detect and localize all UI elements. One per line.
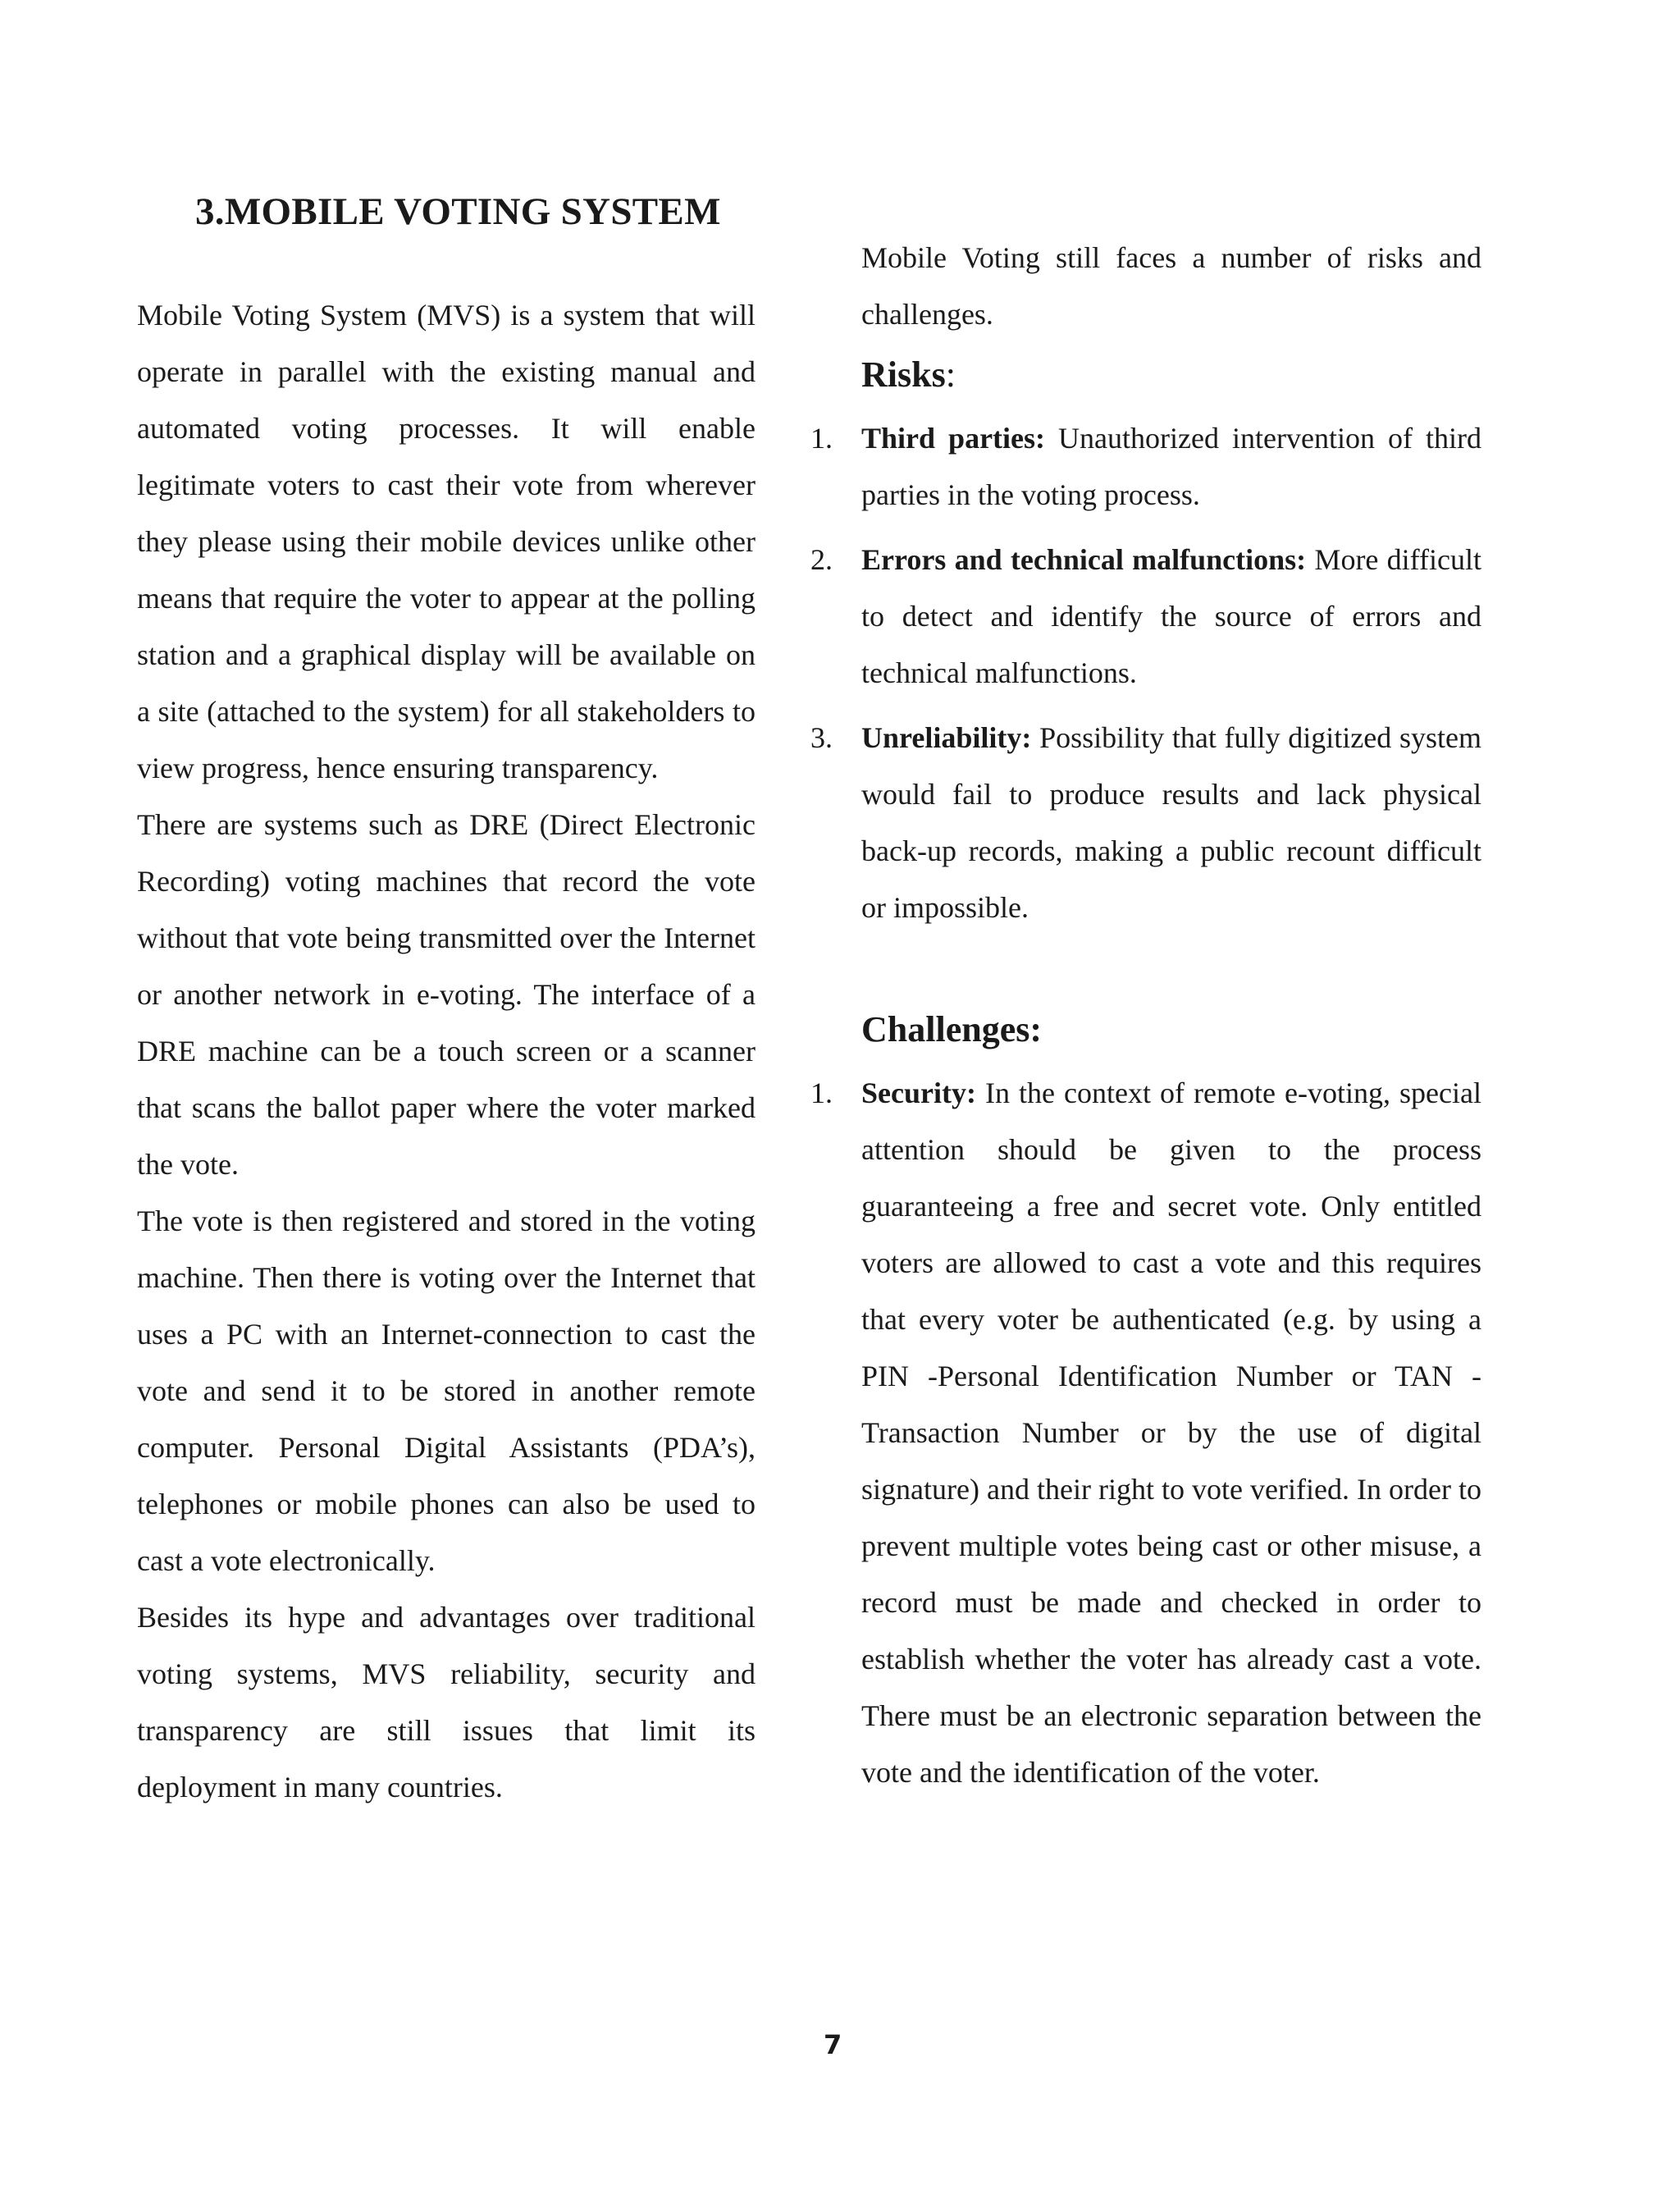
risks-heading [861,349,956,401]
list-term: Errors and technical malfunctions: [861,543,1307,576]
list-text: In the context of remote e-voting, special attention should be given to the process guaranteeing a free and secret vote. Only entitled voters are allowed to cast a vote and this requires that every voter be authenticated (e.g. by using a PIN -Personal Identification Number or TAN -Transaction Number or by the use of digital signature) and their right to vote verified. In order to prevent multiple votes being cast or other misuse, a record must be made and checked in order to establish whether the voter has already cast a vote. There must be an electronic separation between the vote and the identification of the voter. [861,1077,1481,1789]
list-term: Security: [861,1077,976,1109]
list-number: 1. [810,422,833,455]
left-column-body [137,287,756,1816]
list-item [810,710,1481,936]
list-number: 1. [810,1077,833,1109]
paragraph-mvs-definition: Mobile Voting System (MVS) is a system that will operate in parallel with the existing manual and automated voting processes. It will enable legitimate voters to cast their vote from wherever they please using their mobile devices unlike other means that require the voter to appear at the polling station and a graphical display will be available on a site (attached to the system) for all stakeholders to view progress, hence ensuring transparency. [137,299,756,784]
risks-list [810,410,1481,944]
list-item [810,532,1481,702]
list-term: Unreliability: [861,721,1032,754]
paragraph-internet-voting: The vote is then registered and stored in the voting machine. Then there is voting over the Internet that uses a PC with an Internet-connection to cast the vote and send it to be stored in another remote computer. Personal Digital Assistants (PDA’s), telephones or mobile phones can also be used to cast a vote electronically. [137,1205,756,1577]
intro-paragraph: Mobile Voting still faces a number of risks and challenges. [861,241,1481,331]
risks-heading-colon: : [945,354,956,395]
list-item [810,1065,1481,1801]
challenges-list [810,1065,1481,1809]
list-text: Unauthorized intervention of third parties in the voting process. [861,422,1481,511]
page-number: 7 [824,2029,842,2060]
list-number: 3. [810,721,833,754]
list-term: Third parties: [861,422,1046,455]
paragraph-deployment-issues: Besides its hype and advantages over traditional voting systems, MVS reliability, security and transparency are still issues that limit its deployment in many countries. [137,1601,756,1803]
section-title: 3.MOBILE VOTING SYSTEM [195,190,721,233]
list-text: More difficult to detect and identify the source of errors and technical malfunctions. [861,543,1481,689]
paragraph-dre-systems: There are systems such as DRE (Direct Electronic Recording) voting machines that record the vote without that vote being transmitted over the Internet or another network in e-voting. The interface of a DRE machine can be a touch screen or a scanner that scans the ballot paper where the voter marked the vote. [137,808,756,1181]
challenges-heading: Challenges: [861,1009,1042,1049]
list-item [810,410,1481,523]
list-text: Possibility that fully digitized system would fail to produce results and lack physical back-up records, making a public recount difficult or impossible. [861,721,1481,924]
list-number: 2. [810,543,833,576]
risks-heading-text: Risks [861,354,946,395]
